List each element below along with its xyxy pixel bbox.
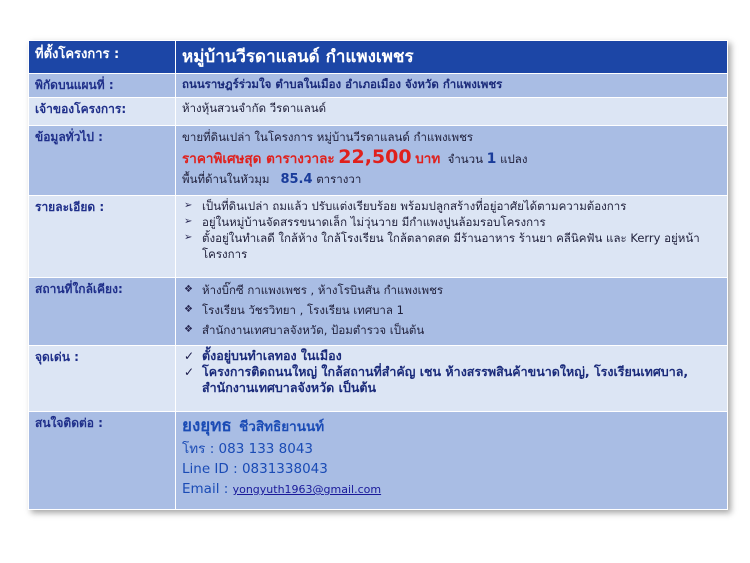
contact-label: สนใจติดต่อ :	[29, 412, 176, 510]
phone-line	[182, 439, 721, 459]
nearby-row	[29, 278, 728, 346]
promo-prefix: ราคาพิเศษสุด ตารางวาละ	[182, 151, 335, 167]
map-location-row	[29, 74, 728, 98]
details-label: รายละเอียด :	[29, 196, 176, 278]
project-label: ที่ตั้งโครงการ :	[29, 41, 176, 74]
area-prefix: พื้นที่ด้านในหัวมุม	[182, 172, 270, 186]
contact-row	[29, 412, 728, 510]
phone-label: โทร :	[182, 441, 215, 457]
list-item: ➢ อยู่ในหมู่บ้านจัดสรรขนาดเล็ก ไม่วุ่นวาย มีกำแพงปูนล้อมรอบโครงการ	[184, 215, 546, 229]
highlights-label: จุดเด่น :	[29, 346, 176, 412]
line-id-label: Line ID :	[182, 461, 238, 477]
list-item: ➢ ตั้งอยู่ในทำเลดี ใกล้ห้าง ใกล้โรงเรียน ใกล้ตลาดสด มีร้านอาหาร ร้านยา คลีนิคฟัน และ Kerry อยู่หน้าโครงการ	[184, 231, 700, 261]
contact-last-name: ชีวสิทธิยานนท์	[239, 419, 325, 435]
area-unit: ตารางวา	[316, 172, 362, 186]
owner-value: ห้างหุ้นสวนจำกัด วีรดาแลนด์	[176, 98, 728, 126]
map-location-value: ถนนราษฎร์ร่วมใจ ตำบลในเมือง อำเภอเมือง จังหวัด กำแพงเพชร	[176, 74, 728, 98]
arrow-bullet-icon: ➢	[184, 216, 193, 227]
email-label: Email :	[182, 481, 229, 497]
general-line1: ขายที่ดินเปล่า ในโครงการ หมู่บ้านวีรดาแลนด์ กำแพงเพชร	[182, 130, 474, 144]
general-label: ข้อมูลทั่วไป :	[29, 126, 176, 196]
diamond-bullet-icon: ❖	[184, 304, 193, 315]
contact-name	[182, 414, 721, 439]
contact-cell	[176, 412, 728, 510]
list-item: ✓ โครงการติดถนนใหญ่ ใกล้สถานที่สำคัญ เชน ห้างสรรพสินค้าขนาดใหญ่, โรงเรียนเทศบาล, สำนักงานเทศบาลจังหวัด เป็นต้น	[184, 364, 689, 395]
details-list	[182, 198, 721, 262]
project-row	[29, 41, 728, 74]
nearby-cell	[176, 278, 728, 346]
checkmark-icon: ✓	[184, 349, 195, 363]
count-value: 1	[486, 151, 497, 167]
area-value: 85.4	[280, 172, 313, 187]
line-id-line	[182, 459, 721, 479]
list-item: ❖ สำนักงานเทศบาลจังหวัด, ป้อมตำรวจ เป็นต้น	[182, 320, 721, 340]
highlights-list	[182, 348, 721, 396]
general-info-cell	[176, 126, 728, 196]
area-line	[182, 170, 721, 189]
nearby-list	[182, 280, 721, 340]
count-unit: แปลง	[500, 152, 528, 166]
price-unit: บาท	[415, 151, 441, 167]
email-link[interactable]: yongyuth1963@gmail.com	[232, 483, 382, 496]
map-location-label: พิกัดบนแผนที่ :	[29, 74, 176, 98]
list-item: ❖ โรงเรียน วัชรวิทยา , โรงเรียน เทศบาล 1	[182, 300, 721, 320]
arrow-bullet-icon: ➢	[184, 232, 193, 243]
highlights-cell	[176, 346, 728, 412]
diamond-bullet-icon: ❖	[184, 324, 193, 335]
owner-label: เจ้าของโครงการ:	[29, 98, 176, 126]
nearby-label: สถานที่ใกล้เคียง:	[29, 278, 176, 346]
details-cell	[176, 196, 728, 278]
diamond-bullet-icon: ❖	[184, 284, 193, 295]
property-listing-table	[28, 40, 728, 510]
details-row	[29, 196, 728, 278]
email-line	[182, 479, 721, 500]
promo-line	[182, 146, 721, 170]
count-prefix: จำนวน	[447, 152, 483, 166]
arrow-bullet-icon: ➢	[184, 200, 193, 211]
highlights-row	[29, 346, 728, 412]
list-item: ✓ ตั้งอยู่บนทำเลทอง ในเมือง	[184, 348, 342, 363]
general-info-row	[29, 126, 728, 196]
checkmark-icon: ✓	[184, 365, 195, 379]
owner-row	[29, 98, 728, 126]
list-item: ❖ ห้างบิ๊กซี กาแพงเพชร , ห้างโรบินสัน กำแพงเพชร	[182, 280, 721, 300]
contact-first-name: ยงยุทธ	[182, 416, 232, 436]
price-value: 22,500	[338, 146, 412, 168]
list-item: ➢ เป็นที่ดินเปล่า ถมแล้ว ปรับแต่งเรียบร้อย พร้อมปลูกสร้างที่อยู่อาศัยได้ตามความต้องการ	[184, 199, 627, 213]
line-id-value: 0831338043	[241, 461, 328, 477]
project-name: หมู่บ้านวีรดาแลนด์ กำแพงเพชร	[176, 41, 728, 74]
phone-number[interactable]: 083 133 8043	[218, 441, 314, 457]
